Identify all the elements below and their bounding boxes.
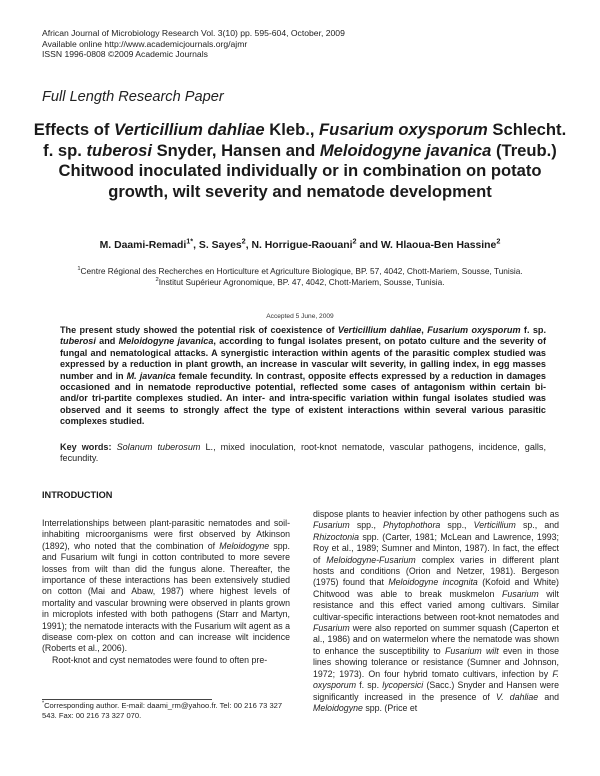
journal-issn: ISSN 1996-0808 ©2009 Academic Journals [42, 49, 208, 60]
body-species: lycopersici [382, 680, 424, 691]
body-species: Fusarium [502, 588, 539, 599]
body-species: F. oxysporum [313, 668, 559, 691]
keywords-species: Solanum tuberosum [116, 442, 201, 452]
body-text: spp., [349, 520, 384, 531]
author-name: , S. Sayes [193, 240, 242, 251]
author-affil-mark: 2 [496, 236, 501, 246]
paragraph [42, 518, 290, 655]
keywords [60, 442, 546, 465]
body-species: Meloidogyne [219, 540, 270, 551]
body-text: sp., and [515, 520, 560, 531]
body-text: (Sacc.) Snyder and Hansen were significantly increased in the presence of [313, 680, 559, 702]
body-species: Verticillium [473, 520, 516, 531]
body-species: Phytophothora [383, 520, 441, 531]
title-species: Meloidogyne javanica [319, 140, 492, 160]
body-text: were also reported on summer squash (Caperton et al., 1986) and on watermelon where the nematode was shown to enhance the susceptibility to [313, 623, 559, 656]
abstract-species: Fusarium oxysporum [427, 325, 521, 335]
abstract-text: and [95, 336, 119, 347]
body-text: even in those lines showing tolerance or resistance (Sumner and Johnson, 1972; 1973). On four hybrid tomato cultivars, infection by [313, 645, 559, 679]
body-species: Meloidogyne incognita [388, 577, 478, 588]
journal-citation: African Journal of Microbiology Research Vol. 3(10) pp. 595-604, October, 2009 [42, 28, 345, 38]
footnote-text: Corresponding author. E-mail: daami_rm@yahoo.fr. Tel: 00 216 73 327 543. Fax: 00 216 73 327 070. [42, 701, 283, 721]
journal-online-url: Available online http://www.academicjournals.org/ajmr [42, 38, 248, 49]
body-text: spp. (Price et [362, 702, 418, 713]
author-name: and W. Hlaoua-Ben Hassine [356, 240, 497, 251]
author-name: , N. Horrigue-Raouani [245, 240, 353, 251]
abstract-species: tuberosi [60, 336, 96, 347]
author-name: M. Daami-Remadi [99, 240, 187, 251]
title-text: Schlecht. f. sp. [43, 120, 567, 160]
footnote-mark: * [42, 700, 45, 707]
title-text: Snyder, Hansen and [151, 140, 320, 160]
affil-text: Centre Régional des Recherches en Horticulture et Agriculture Biologique, BP. 57, 4042, Chott-Mariem, Sousse, Tunisia. [80, 266, 523, 276]
author-list [0, 236, 600, 251]
paper-type: Full Length Research Paper [42, 89, 224, 105]
paragraph: Root-knot and cyst nematodes were found to often pre- [52, 654, 268, 665]
body-species: Fusarium wilt [445, 645, 499, 656]
title-species: Verticillium dahliae [114, 120, 265, 139]
abstract-text: f. sp. [520, 325, 546, 335]
abstract-species: Meloidogyne javanica [118, 336, 214, 347]
body-text: spp. and Fusarium wilt fungi in cotton contributed to more severe losses from wilt than did the fungus alone. Thereafter, the importance of these interactions has been extensively studied on cotton (Mai and Abaw, 1987) where highest levels of mortality and vascular browning were observed in plants grown in microplots infested with both pathogens (Starr and Martyn, 1991); the nematode interacts with the Fusarium wilt agent as a disease com-plex on cotton and can increase wilt incidence (Roberts et al., 2006). [42, 540, 290, 654]
paragraph [313, 509, 559, 714]
title-text: (Treub.) Chitwood inoculated individually or in combination on potato growth, wilt severity and nematode development [58, 140, 557, 201]
abstract-text: , according to fungal isolates present, on potato culture and the severity of fungal and nematological attacks. A synergistic interaction within agents of the parasitic complex studied was expressed by a reduction in plant growth, an increase in vascular wilt severity, in galling index, in egg masses number and in [60, 336, 546, 381]
body-text: complex varies in different plant hosts and conditions (Orion and Netzer, 1981). Bergeson (1975) found that [313, 554, 560, 588]
abstract-species: Verticillium dahliae [337, 325, 422, 335]
accepted-date: Accepted 5 June, 2009 [266, 313, 334, 320]
title-text: Kleb., [264, 120, 320, 139]
footnote-divider [42, 699, 212, 700]
body-text: Interrelationships between plant-parasitic nematodes and soil-inhabiting microorganisms were first observed by Atkinson (1892), who noted that the combination of [42, 518, 290, 551]
affiliation-2 [60, 277, 540, 288]
abstract-text: , [421, 325, 428, 335]
body-text: dispose plants to heavier infection by other pathogens such as [313, 509, 559, 519]
body-text: and [538, 691, 559, 702]
journal-header [42, 28, 345, 60]
author-affil-mark: 1* [186, 236, 194, 246]
body-text: (Kofoid and White) Chitwood was able to break muskmelon [313, 577, 559, 599]
body-text: f. sp. [356, 680, 383, 691]
abstract-text: female fecundity. In contrast, opposite effects expressed by a reduction in damages occasioned and in nematode reproductive potential, reflected some cases of antagonism within certain bi- and/or tri-partite complexes studied. An inter- and intra-specific variation within fungal isolates studied was observed and it seems to strongly affect the type of existent interactions within several various parasitic complexes studied. [60, 370, 546, 427]
corresponding-author-footnote [42, 701, 292, 722]
paper-title [30, 120, 570, 202]
body-species: Meloidogyne-Fusarium [326, 554, 416, 565]
keywords-label: Key words: [60, 442, 112, 452]
title-species: tuberosi [86, 140, 152, 160]
abstract [60, 325, 546, 428]
abstract-text: The present study showed the potential risk of coexistence of [60, 325, 338, 335]
body-species: V. dahliae [496, 691, 539, 702]
affiliations [60, 266, 540, 288]
title-species: Fusarium oxysporum [319, 120, 488, 139]
abstract-species: M. javanica [126, 370, 176, 381]
title-text: Effects of [33, 120, 115, 139]
affil-mark: 2 [155, 277, 159, 284]
body-column-left [42, 518, 290, 666]
body-text: spp. (Carter, 1981; McLean and Lawrence, 1993; Roy et al., 1989; Sumner and Minton, 1987). In fact, the effect of [313, 531, 559, 565]
author-affil-mark: 2 [241, 236, 246, 246]
body-species: Rhizoctonia [313, 531, 359, 542]
body-species: Meloidogyne [313, 702, 363, 713]
affil-text: Institut Supérieur Agronomique, BP. 47, 4042, Chott-Mariem, Sousse, Tunisia. [158, 276, 445, 287]
body-species: Fusarium [313, 623, 350, 634]
body-text: spp., [440, 520, 474, 531]
author-affil-mark: 2 [352, 236, 357, 246]
section-heading-introduction: INTRODUCTION [42, 490, 113, 500]
body-column-right [313, 509, 559, 714]
keywords-text: L., mixed inoculation, root-knot nematode, vascular pathogens, incidence, galls, fecundity. [60, 442, 546, 464]
affiliation-1 [60, 266, 540, 277]
body-text: wilt resistance and this effect varied among cultivars. Similar cultivar-specific interactions between root-knot nematodes and [313, 588, 559, 622]
body-species: Fusarium [313, 520, 350, 531]
affil-mark: 1 [77, 266, 81, 273]
